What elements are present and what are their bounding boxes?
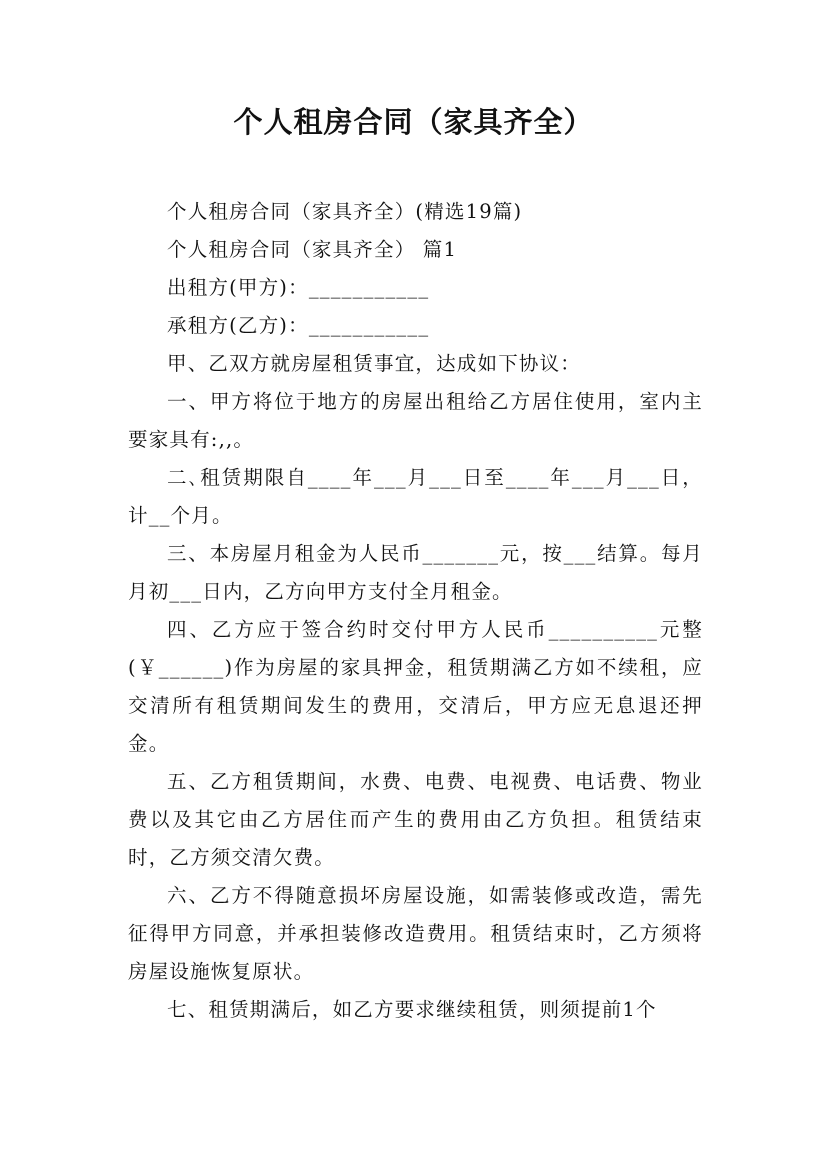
document-title: 个人租房合同（家具齐全）: [233, 105, 594, 139]
agreement-intro: 甲、乙双方就房屋租赁事宜，达成如下协议：: [167, 352, 582, 375]
clause-1: 一、甲方将位于地方的房屋出租给乙方居住使用，室内主要家具有:,,。: [128, 390, 703, 451]
lessee-line: 承租方(乙方)：___________: [167, 314, 430, 337]
clause-4: 四、乙方应于签合约时交付甲方人民币__________元整(￥______)作为房屋的家具押金，租赁期满乙方如不续租，应交清所有租赁期间发生的费用，交清后，甲方应无息退还押金。: [128, 618, 703, 755]
clause-2: 二､租赁期限自____年___月___日至____年___月___日，计__个月。: [128, 466, 703, 527]
clause-5: 五、乙方租赁期间，水费、电费、电视费、电话费、物业费以及其它由乙方居住而产生的费用由乙方负担。租赁结束时，乙方须交清欠费。: [128, 770, 703, 869]
document-body: [128, 193, 703, 1029]
clause-3: 三、本房屋月租金为人民币_______元，按___结算。每月月初___日内，乙方向甲方支付全月租金。: [128, 542, 703, 603]
subtitle-paragraph: 个人租房合同（家具齐全）(精选19篇): [167, 200, 523, 223]
section-heading: 个人租房合同（家具齐全） 篇1: [167, 238, 458, 261]
clause-6: 六、乙方不得随意损坏房屋设施，如需装修或改造，需先征得甲方同意，并承担装修改造费用。租赁结束时，乙方须将房屋设施恢复原状。: [128, 884, 703, 983]
clause-7: 七、租赁期满后，如乙方要求继续租赁，则须提前1个: [167, 998, 657, 1021]
lessor-line: 出租方(甲方)：___________: [167, 276, 430, 299]
